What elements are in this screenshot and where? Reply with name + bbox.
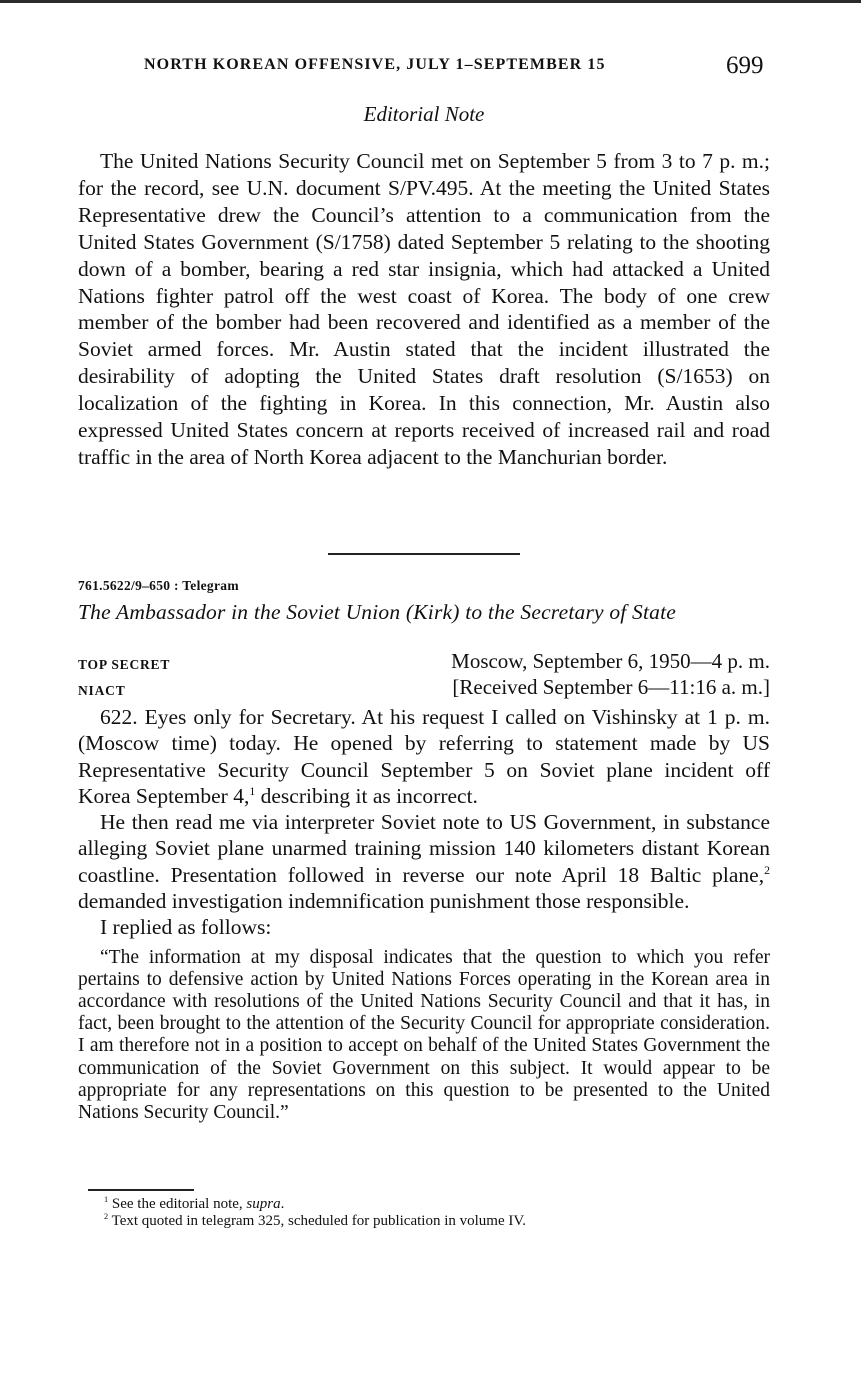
footnote-2: [104, 1213, 770, 1230]
classification-label: TOP SECRET: [78, 657, 171, 672]
document-title-name: Kirk: [413, 600, 453, 624]
footnote-ref-2: 2: [764, 862, 770, 877]
footnote-rule: [88, 1189, 194, 1191]
origin-dateline: Moscow, September 6, 1950—4 p. m.: [451, 649, 770, 673]
footnote-ref-1: 1: [249, 783, 256, 798]
precedence-label: NIACT: [78, 683, 126, 698]
document-file-reference: 761.5622/9–650 : Telegram: [78, 578, 239, 593]
telegram-quotation: “The information at my disposal indicates that the question to which you refer pertains to defensive action by United Nations Forces operating in the Korean area in accordance with resolutions of the United Nations Security Council and that it has, in fact, been brought to the attention of the Security Council for appropriate consideration. I am therefore not in a position to accept on behalf of the United States Government the communication of the Soviet Government on this subject. It would appear to be appropriate for any representations on this question to be presented to the United Nations Security Council.”: [78, 946, 770, 1124]
footnote-1-text-b: .: [280, 1196, 285, 1212]
document-title: [78, 600, 770, 625]
footnote-1-mark: 1: [104, 1195, 109, 1204]
footnotes: [104, 1196, 770, 1230]
running-head: NORTH KOREAN OFFENSIVE, JULY 1–SEPTEMBER 15: [144, 56, 606, 73]
footnote-2-text-a: Text quoted in telegram 325, scheduled for publication in volume: [108, 1213, 509, 1229]
footnote-1-text-a: See the editorial note,: [108, 1196, 247, 1212]
telegram-body: [78, 704, 770, 1124]
telegram-paragraph-3: I replied as follows:: [100, 915, 272, 940]
paragraph-1-text-b: describing it as incorrect.: [255, 783, 478, 808]
paragraph-1-text-a: 622. Eyes only for Secretary. At his request I called on Vishinsky at 1 p. m. (Moscow time) today. He opened by referring to statement made by US Representative Security Council September 5 on Soviet plane incident off Korea September 4,: [78, 705, 770, 808]
editorial-note-section: [78, 148, 770, 471]
page-number: 699: [726, 52, 764, 79]
footnote-1: [104, 1196, 770, 1213]
footnote-2-text-b: IV.: [508, 1213, 527, 1229]
editorial-note-text: The United Nations Security Council met on September 5 from 3 to 7 p. m.; for the record, see U.N. document S/PV.495. At the meeting the United States Representative drew the Council’s attention to a communication from the United States Government (S/1758) dated September 5 relating to the shooting down of a bomber, bearing a red star insignia, which had attacked a United Nations fighter patrol off the west coast of Korea. The body of one crew member of the bomber had been recovered and identified as a member of the Soviet armed forces. Mr. Austin stated that the incident illustrated the desirability of adopting the United States draft resolution (S/1653) on localization of the fighting in Korea. In this connection, Mr. Austin also expressed United States concern at reports received of increased rail and road traffic in the area of North Korea adjacent to the Manchurian border.: [78, 149, 770, 469]
editorial-note-heading: Editorial Note: [363, 102, 485, 126]
telegram-paragraph-2: [78, 809, 770, 914]
paragraph-2-text-a: He then read me via interpreter Soviet note to US Government, in substance alleging Soviet plane unarmed training mission 140 kilometers distant Korean coastline. Presentation followed in reverse our note April 18 Baltic plane,: [78, 810, 770, 887]
telegram-paragraph-1: [78, 704, 770, 809]
paragraph-2-text-b: demanded investigation indemnification punishment those responsible.: [78, 889, 690, 914]
document-title-prefix: The Ambassador in the Soviet Union (: [78, 600, 414, 624]
footnote-1-text-italic: supra: [246, 1196, 281, 1212]
footnote-2-mark: 2: [104, 1212, 109, 1221]
section-divider: [328, 553, 520, 555]
document-title-suffix: ) to the Secretary of State: [452, 600, 677, 624]
page-top-edge: [0, 0, 861, 3]
received-line: [Received September 6—11:16 a. m.]: [452, 675, 770, 699]
